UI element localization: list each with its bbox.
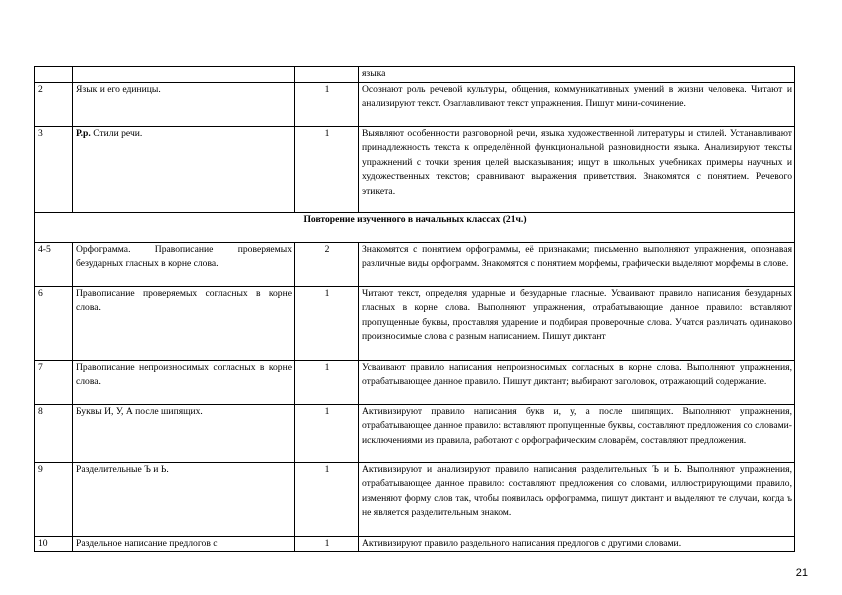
lesson-hours: 1: [295, 462, 359, 536]
table-row: [35, 286, 795, 360]
table-row: [35, 82, 795, 126]
lesson-hours: [295, 67, 359, 83]
lesson-topic: Язык и его единицы.: [73, 82, 295, 126]
lesson-topic: Правописание проверяемых согласных в корне слова.: [73, 286, 295, 360]
lesson-number: 2: [35, 82, 73, 126]
table-row: [35, 360, 795, 404]
lesson-hours: 1: [295, 404, 359, 462]
lesson-activities: Усваивают правило написания непроизносимых согласных в корне слова. Выполняют упражнения, отрабатывающее данное правило. Пишут диктант; выбирают заголовок, отражающий содержание.: [359, 360, 795, 404]
lesson-activities: Выявляют особенности разговорной речи, языка художественной литературы и стилей. Устанавливают принадлежность текста к определённой функциональной разновидности языка. Анализируют тексты упражнений с точки зрения целей высказывания; ищут в школьных учебниках примеры научных и художественных текстов; сравнивают выражения приветствия. Знакомятся с понятием. Речевого этикета.: [359, 126, 795, 212]
topic-prefix: Р.р.: [76, 127, 91, 139]
lesson-hours: 2: [295, 242, 359, 286]
lesson-activities: Осознают роль речевой культуры, общения, коммуникативных умений в жизни человека. Читают и анализируют текст. Озаглавливают текст упражнения. Пишут мини-сочинение.: [359, 82, 795, 126]
lesson-hours: 1: [295, 126, 359, 212]
topic-text: Стили речи.: [93, 127, 143, 139]
page-number: 21: [795, 567, 808, 579]
table-row: [35, 126, 795, 212]
lesson-topic: [73, 126, 295, 212]
lesson-topic: Орфограмма. Правописание проверяемых безударных гласных в корне слова.: [73, 242, 295, 286]
lesson-hours: 1: [295, 536, 359, 552]
lesson-activities: Активизируют правило раздельного написания предлогов с другими словами.: [359, 536, 795, 552]
lesson-activities: Знакомятся с понятием орфограммы, её признаками; письменно выполняют упражнения, опознавая различные виды орфограмм. Знакомятся с понятием морфемы, графически выделяют морфемы в слове.: [359, 242, 795, 286]
lesson-activities: Активизируют правило написания букв и, у, а после шипящих. Выполняют упражнения, отрабатывающее данное правило: вставляют пропущенные буквы, составляют предложения со словами-исключениями из правила, работают с орфографическим словарём, составляют предложения.: [359, 404, 795, 462]
table-row: [35, 536, 795, 552]
lesson-topic: Разделительные Ъ и Ь.: [73, 462, 295, 536]
section-header-row: [35, 212, 795, 242]
lesson-topic: Буквы И, У, А после шипящих.: [73, 404, 295, 462]
table-row: [35, 242, 795, 286]
lesson-number: 3: [35, 126, 73, 212]
lesson-activities: языка: [359, 67, 795, 83]
lesson-number: 6: [35, 286, 73, 360]
lesson-number: 8: [35, 404, 73, 462]
lesson-number: 10: [35, 536, 73, 552]
lesson-number: 9: [35, 462, 73, 536]
lesson-number: [35, 67, 73, 83]
lesson-hours: 1: [295, 286, 359, 360]
lesson-topic: [73, 67, 295, 83]
table-row: [35, 404, 795, 462]
section-title: Повторение изученного в начальных классах (21ч.): [35, 212, 795, 242]
lesson-hours: 1: [295, 82, 359, 126]
lesson-number: 4-5: [35, 242, 73, 286]
table-row: [35, 462, 795, 536]
table-row: [35, 67, 795, 83]
lesson-activities: Активизируют и анализируют правило написания разделительных Ъ и Ь. Выполняют упражнения, отрабатывающее данное правило: составляют предложения со словами, иллюстрирующими правило, изменяют форму слов так, чтобы появилась орфограмма, пишут диктант и выделяют те случаи, когда ъ не является разделительным знаком.: [359, 462, 795, 536]
lesson-plan-table: [34, 66, 795, 552]
lesson-topic: Раздельное написание предлогов с: [73, 536, 295, 552]
lesson-topic: Правописание непроизносимых согласных в корне слова.: [73, 360, 295, 404]
lesson-activities: Читают текст, определяя ударные и безударные гласные. Усваивают правило написания безударных гласных в корне слова. Выполняют упражнения, отрабатывающие данное правило: вставляют пропущенные буквы, проставляя ударение и подбирая проверочные слова. Учатся различать одинаково произносимые слова с разным написанием. Пишут диктант: [359, 286, 795, 360]
lesson-hours: 1: [295, 360, 359, 404]
lesson-number: 7: [35, 360, 73, 404]
